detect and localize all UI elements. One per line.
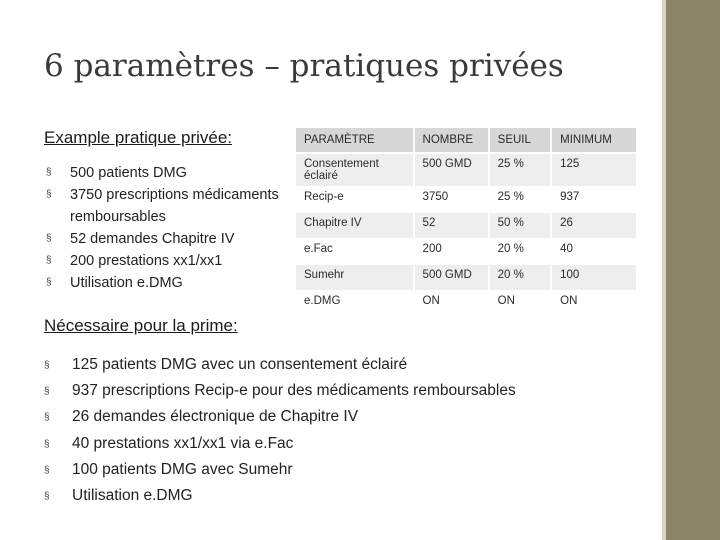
list-item <box>44 431 644 457</box>
bullet-icon: § <box>44 464 50 476</box>
table-row <box>296 265 636 291</box>
table-row <box>296 187 636 213</box>
table-cell: Chapitre IV <box>296 213 414 239</box>
table-cell: 3750 <box>414 187 489 213</box>
example-list <box>44 162 314 294</box>
list-item-text: 3750 prescriptions médicaments remboursables <box>70 187 279 225</box>
side-band <box>666 0 720 540</box>
list-item <box>44 404 644 430</box>
list-item-text: 40 prestations xx1/xx1 via e.Fac <box>72 434 294 452</box>
table-cell: 500 GMD <box>414 153 489 187</box>
bullet-icon: § <box>44 360 50 371</box>
column-header-parametre: PARAMÈTRE <box>296 128 414 153</box>
table-cell: 200 <box>414 239 489 265</box>
table-header-row <box>296 128 636 153</box>
table-cell: e.Fac <box>296 239 414 265</box>
list-item <box>44 457 644 483</box>
table-cell: 937 <box>551 187 636 213</box>
column-header-nombre: NOMBRE <box>414 128 489 153</box>
table-cell: 500 GMD <box>414 265 489 291</box>
slide-title: 6 paramètres – pratiques privées <box>44 48 564 84</box>
table-row <box>296 291 636 317</box>
table-cell: e.DMG <box>296 291 414 317</box>
bullet-icon: § <box>46 277 52 288</box>
column-header-seuil: SEUIL <box>489 128 551 153</box>
table-cell: 52 <box>414 213 489 239</box>
table-cell: ON <box>489 291 551 317</box>
bullet-icon: § <box>46 189 52 200</box>
list-item <box>44 228 314 250</box>
table-cell: 20 % <box>489 265 551 291</box>
table-cell: 100 <box>551 265 636 291</box>
table-cell: 125 <box>551 153 636 187</box>
list-item-text: 26 demandes électronique de Chapitre IV <box>72 408 359 426</box>
table-cell: ON <box>414 291 489 317</box>
parameters-table <box>296 128 636 316</box>
list-item <box>44 272 314 294</box>
table-cell: 20 % <box>489 239 551 265</box>
table-cell: 40 <box>551 239 636 265</box>
bullet-icon: § <box>44 412 50 424</box>
list-item-text: 500 patients DMG <box>70 165 187 181</box>
bullet-icon: § <box>44 438 50 450</box>
table-cell: 25 % <box>489 153 551 187</box>
bullet-icon: § <box>44 386 50 398</box>
list-item-text: 200 prestations xx1/xx1 <box>70 253 223 269</box>
bullet-icon: § <box>46 167 52 178</box>
table-cell: Recip-e <box>296 187 414 213</box>
table-cell: 26 <box>551 213 636 239</box>
table-cell: 50 % <box>489 213 551 239</box>
list-item <box>44 184 314 228</box>
list-item <box>44 378 644 404</box>
list-item-text: 937 prescriptions Recip-e pour des médicaments remboursables <box>72 382 516 400</box>
table-row <box>296 239 636 265</box>
table-cell: 25 % <box>489 187 551 213</box>
list-item <box>44 162 314 184</box>
list-item <box>44 483 644 509</box>
needed-heading: Nécessaire pour la prime: <box>44 316 238 335</box>
example-heading: Example pratique privée: <box>44 128 233 147</box>
table-row <box>296 153 636 187</box>
list-item-text: 125 patients DMG avec un consentement éclairé <box>72 356 408 373</box>
needed-list <box>44 352 644 509</box>
table-row <box>296 213 636 239</box>
table-cell: Sumehr <box>296 265 414 291</box>
list-item-text: Utilisation e.DMG <box>72 487 193 505</box>
bullet-icon: § <box>46 255 52 266</box>
table-cell: Consentement éclairé <box>296 153 414 187</box>
list-item-text: 52 demandes Chapitre IV <box>70 231 235 247</box>
bullet-icon: § <box>44 491 50 503</box>
bullet-icon: § <box>46 233 52 244</box>
list-item-text: Utilisation e.DMG <box>70 275 183 291</box>
column-header-minimum: MINIMUM <box>551 128 636 153</box>
list-item-text: 100 patients DMG avec Sumehr <box>72 460 293 478</box>
table-cell: ON <box>551 291 636 317</box>
list-item <box>44 250 314 272</box>
list-item <box>44 352 644 378</box>
